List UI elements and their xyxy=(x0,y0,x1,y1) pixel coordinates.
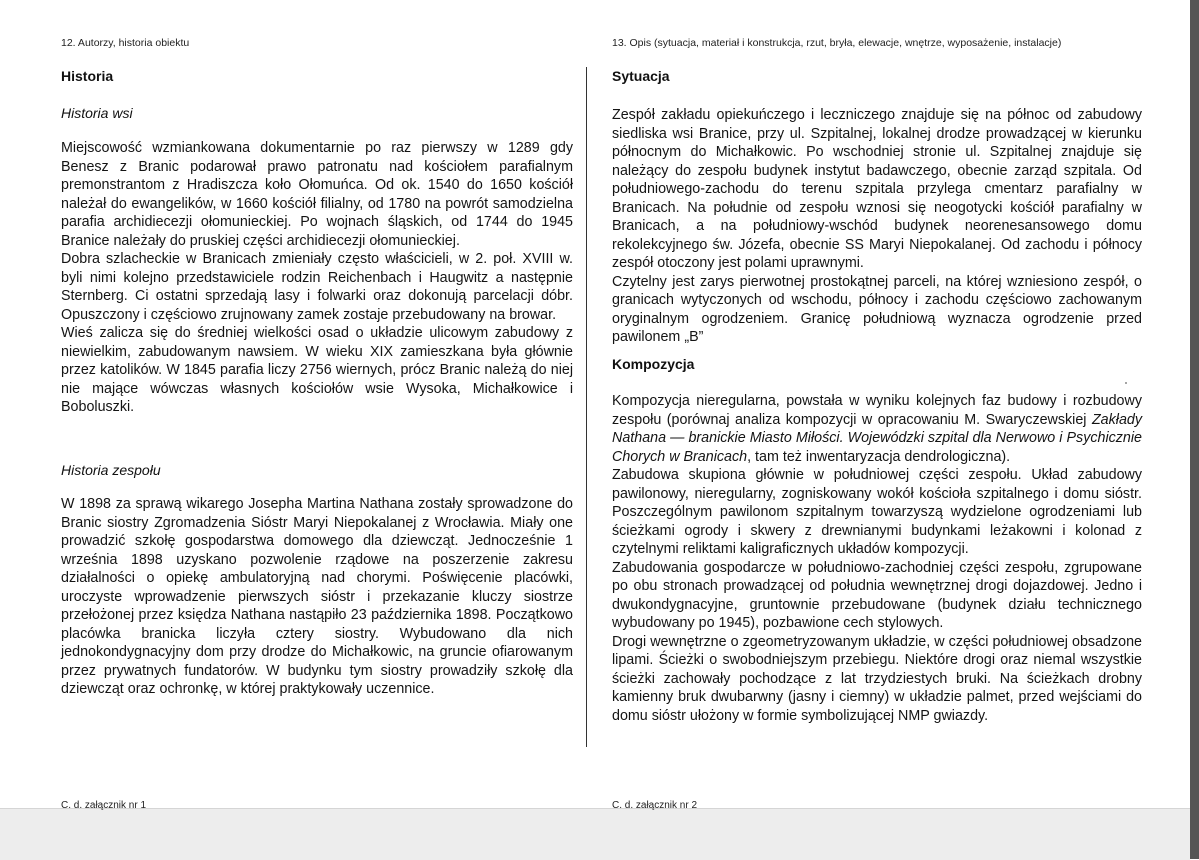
paragraph: Zabudowa skupiona głównie w południowej części zespołu. Układ zabudowy pawilonowy, nieregularny, zogniskowany wokół kościoła szpitalnego i domu sióstr. Poszczególnym pawilonom szpitalnym towarzyszą wydzielone ogrodzeniami lub ścieżkami ogrody i skwery z drewnianymi budynkami leżakowni i kolonad z czytelnymi reliktami kaligraficznych układów kompozycji. xyxy=(612,467,1142,557)
kompozycja-text xyxy=(612,392,1142,725)
paragraph: Dobra szlacheckie w Branicach zmieniały często właścicieli, w 2. poł. XVIII w. byli nimi kolejno przedstawiciele rodzin Reichenbach i Haugwitz a następnie Sternberg. Ci ostatni sprzedają lasy i folwarki oraz dokonują parcelacji dóbr. Opuszczony i częściowo zrujnowany zamek zostaje przebudowany na browar. xyxy=(61,251,573,323)
section-header-13: 13. Opis (sytuacja, materiał i konstrukcja, rzut, bryła, elewacje, wnętrze, wyposażenie, instalacje) xyxy=(612,37,1062,49)
komp-tail: , tam też inwentaryzacja dendrologiczna). xyxy=(747,448,1011,465)
right-column xyxy=(612,0,1142,811)
historia-zespolu-text xyxy=(61,495,573,699)
paragraph xyxy=(612,392,1142,466)
section-header-12: 12. Autorzy, historia obiektu xyxy=(61,37,190,49)
paragraph: Zabudowania gospodarcze w południowo-zachodniej części zespołu, zgrupowane po obu stronach prowadzącej od południa wewnętrznej drogi dojazdowej. Jedno i dwukondygnacyjne, gruntownie przebudowane (budynek działu technicznego wybudowany po 1945), pozbawione cech stylowych. xyxy=(612,559,1142,631)
paragraph: W 1898 za sprawą wikarego Josepha Martina Nathana zostały sprowadzone do Branic siostry Zgromadzenia Sióstr Maryi Niepokalanej z Wrocławia. Miały one prowadzić szkołę gospodarstwa domowego dla dziewcząt. Jednocześnie 1 września 1898 uzyskano pozwolenie rządowe na poszerzenie zakresu działalności o opiekę ambulatoryjną nad chorymi. Poświęcenie placówki, uroczyste wprowadzenie pierwszych sióstr i przekazanie kluczy siostrze przełożonej przez księdza Nathana nastąpiło 23 października 1898. Początkowo placówka branicka liczyła cztery siostry. Wybudowano dla nich jednokondygnacyjny dom przy drodze do Michałkowic, na gruncie ofiarowanym przez prywatnych fundatorów. W budynku tym siostry prowadziły szkołę dla dziewcząt oraz ochronkę, w której praktykowały uczennice. xyxy=(61,496,573,697)
page-bottom-strip xyxy=(0,808,1190,860)
footer-note-2: C. d. załącznik nr 2 xyxy=(612,800,698,811)
historia-wsi-subheading: Historia wsi xyxy=(61,105,133,121)
kompozycja-heading: Kompozycja xyxy=(612,356,695,372)
scan-speck xyxy=(1125,382,1127,384)
historia-heading: Historia xyxy=(61,68,114,84)
historia-wsi-text xyxy=(61,139,573,417)
footer-note-1: C. d. załącznik nr 1 xyxy=(61,800,147,811)
left-column xyxy=(61,0,573,811)
page-edge xyxy=(1190,0,1199,859)
paragraph: Czytelny jest zarys pierwotnej prostokątnej parceli, na której wzniesiono zespół, o granicach wytyczonych od wschodu, północy i zachodu częściowo zachowanym oryginalnym ogrodzeniem. Granicę południową wyznacza ogrodzenie przed pawilonem „B” xyxy=(612,273,1142,345)
cited-title: Zakłady Nathana — branickie Miasto Miłości. Wojewódzki szpital dla Nerwowo i Psychicznie Chorych w Branicach xyxy=(612,411,1142,465)
sytuacja-text xyxy=(612,106,1142,347)
paragraph: Zespół zakładu opiekuńczego i leczniczego znajduje się na północ od zabudowy siedliska wsi Branice, przy ul. Szpitalnej, lokalnej drodze prowadzącej w kierunku północnym do Michałkowic. Po wschodniej stronie ul. Szpitalnej znajduje się należący do zespołu budynek instytut badawczego, obecnie zarząd szpitala. Od południowego-zachodu do terenu szpitala przylega cmentarz parafialny w Branicach. Na południe od zespołu wznosi się neogotycki kościół parafialny w Branicach, a na południowy-wschód budynek neorenesansowego domu rekolekcyjnego św. Józefa, obecnie SS Maryi Niepokalanej. Od zachodu i północy zespół otoczony jest polami uprawnymi. xyxy=(612,107,1142,271)
column-divider xyxy=(586,67,587,747)
sytuacja-heading: Sytuacja xyxy=(612,68,670,84)
paragraph: Miejscowość wzmiankowana dokumentarnie po raz pierwszy w 1289 gdy Benesz z Branic podarował prawo patronatu nad kościołem parafialnym premonstrantom z Hradiszcza koło Ołomuńca. Od ok. 1540 do 1650 kościół należał do ewangelików, w 1660 kościół filialny, od 1780 na powrót samodzielna parafia archidiecezji ołomunieckiej. Po wojnach śląskich, od 1744 do 1945 Branice należały do pruskiej części archidiecezji ołomunieckiej. xyxy=(61,140,573,249)
paragraph: Wieś zalicza się do średniej wielkości osad o układzie ulicowym zabudowy z niewielkim, zabudowanym nawsiem. W wieku XIX zamieszkana była głównie przez katolików. W 1845 parafia liczy 2756 wiernych, prócz Branic należą do niej nie mające wówczas własnych kościołów wsie Wysoka, Michałkowice i Boboluszki. xyxy=(61,325,573,415)
komp-intro: Kompozycja nieregularna, powstała w wyniku kolejnych faz budowy i rozbudowy zespołu (porównaj analiza kompozycji w opracowaniu M. Swaryczewskiej xyxy=(612,393,1142,428)
paragraph: Drogi wewnętrzne o zgeometryzowanym układzie, w części południowej obsadzone lipami. Ścieżki o swobodniejszym przebiegu. Niektóre drogi oraz niemal wszystkie ścieżki zachowały pochodzące z lat trzydziestych bruki. Na ścieżkach drobny kamienny bruk dwubarwny (jasny i ciemny) w układzie palmet, przed wejściami do domu sióstr ułożony w formie symbolizującej NMP gwiazdy. xyxy=(612,633,1142,724)
historia-zespolu-subheading: Historia zespołu xyxy=(61,462,161,478)
